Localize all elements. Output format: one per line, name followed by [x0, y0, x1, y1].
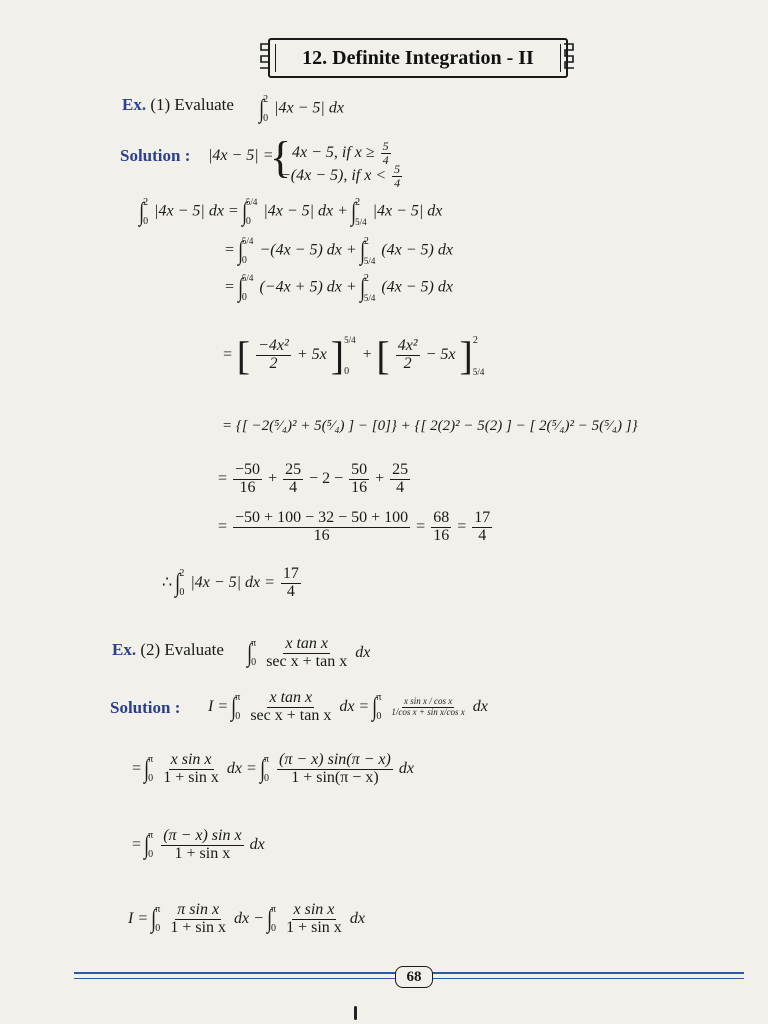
ex1-result: ∴ ∫ 2 0 |4x − 5| dx = $\frac{17}{4}$ — [162, 565, 299, 600]
header-ornament-right — [562, 42, 576, 72]
ex2-heading — [112, 640, 224, 660]
ex1-label: Ex. — [122, 95, 147, 114]
ex1-step-7: = $\frac{-50 + 100 - 32 - 50 + 100}{16}$ = $\frac{68}{16}$ = $\frac{17}{4}$ — [218, 509, 491, 544]
ex1-step-1: ∫ 2 0 |4x − 5| dx = ∫ 5/4 0 |4x − 5| dx + ∫ 2 5/4 |4x − 5| dx — [139, 197, 443, 227]
ex2-solution-label: Solution : — [110, 698, 181, 717]
ex2-label: Ex. — [112, 640, 137, 659]
ex1-solution-label: Solution : — [120, 146, 191, 165]
ex1-integrand: |4x − 5| dx — [274, 99, 344, 117]
ex1-step-2: = ∫ 5/4 0 −(4x − 5) dx + ∫ 2 5/4 (4x − 5) dx — [224, 236, 453, 266]
ex1-number: (1) Evaluate — [150, 95, 234, 114]
ex1-abs-definition: |4x − 5| = — [208, 147, 274, 164]
page-number: 68 — [395, 966, 433, 988]
ex1-step-3: = ∫ 5/4 0 (−4x + 5) dx + ∫ 2 5/4 (4x − 5) dx — [224, 273, 453, 303]
ex2-solution-line-1: I = ∫ π 0 $\frac{\text{x tan x}}{\text{sec x + tan x}}$ dx = ∫ π 0 $\frac{\text{x sin x / cos x}}{\text{1/cos x + sin x/cos x}}$ dx — [208, 689, 488, 724]
ex2-number: (2) Evaluate — [140, 640, 224, 659]
ex1-problem-integral: ∫ 2 0 |4x − 5| dx — [259, 94, 344, 124]
ex1-step-5: = {[ −2(⁵⁄₄)² + 5(⁵⁄₄) ] − [0]} + {[ 2(2)² − 5(2) ] − [ 2(⁵⁄₄)² − 5(⁵⁄₄) ]} — [222, 418, 638, 434]
ex1-case-1: 4x − 5, if x ≥ $\frac{5}{4}$ — [292, 139, 389, 167]
chapter-header — [268, 38, 568, 78]
ex2-solution-line-3: = ∫ π 0 $\frac{\text{(π − x) sin x}}{\text{1 + sin x}}$ dx — [132, 827, 265, 862]
ink-mark — [354, 1006, 357, 1020]
ex2-problem-integral: ∫ π 0 $\frac{\text{x tan x}}{\text{sec x + tan x}}$ dx — [247, 635, 371, 670]
ex2-solution-line-2: = ∫ π 0 $\frac{\text{x sin x}}{\text{1 + sin x}}$ dx = ∫ π 0 $\frac{(\pi - x) \sin(\pi - x)}{1 + \sin(\pi - x)}$ dx — [132, 751, 414, 786]
ex1-case-brace: { — [270, 133, 292, 182]
chapter-title: 12. Definite Integration - II — [302, 46, 534, 69]
ex1-step-4: = [ $\frac{\text{−4x²}}{2}$ + 5x ] 5/4 0 + [ $\frac{\text{4x²}}{2}$ − 5x ] 2 5/4 — [222, 333, 485, 378]
ex1-step-6: = $\frac{-50}{16}$ + $\frac{25}{4}$ − 2 − $\frac{50}{16}$ + $\frac{25}{4}$ — [218, 461, 409, 496]
ex2-solution-line-4: I = ∫ π 0 $\frac{\text{π sin x}}{\text{1 + sin x}}$ dx − ∫ π 0 $\frac{\text{x sin x}}{\text{1 + sin x}}$ dx — [128, 901, 365, 936]
ex1-heading — [122, 95, 234, 115]
ex1-case-2: −(4x − 5), if x < $\frac{5}{4}$ — [280, 162, 401, 190]
